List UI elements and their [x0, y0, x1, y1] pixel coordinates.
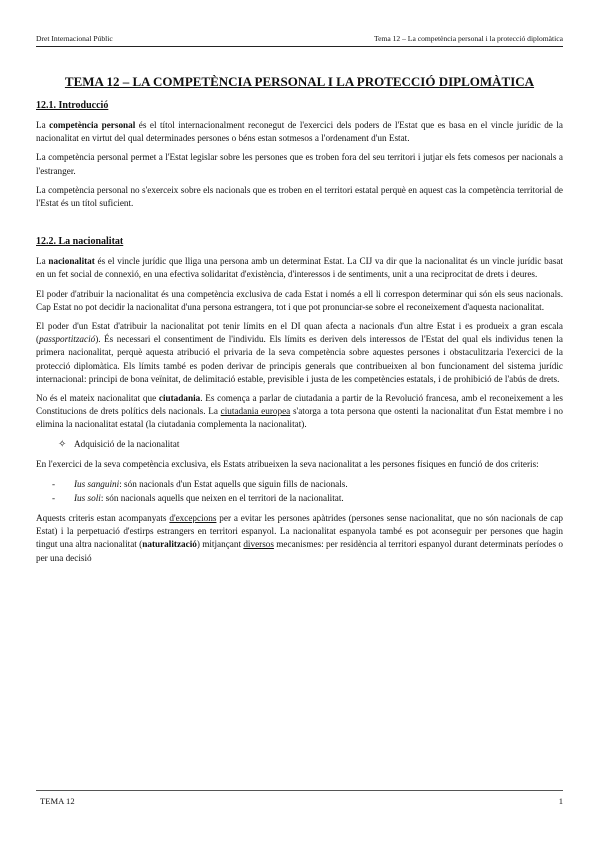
list-item: - Ius sanguini: són nacionals d'un Estat aquells que siguin fills de nacionals.: [52, 479, 348, 490]
footer-topic: TEMA 12: [40, 796, 75, 806]
paragraph: La nacionalitat és el vincle jurídic que lliga una persona amb un determinat Estat. La CIJ va dir que la nacionalitat és un vincle jurídic basat en un fet social de connexió, en una efectiva solidaritat d'existència, d'interessos i de sentiments, unit a una reciprocitat de drets i deures.: [36, 256, 563, 280]
page-footer: [36, 790, 563, 806]
header-course: Dret Internacional Públic: [36, 34, 113, 43]
paragraph: No és el mateix nacionalitat que ciutadania. Es comença a parlar de ciutadania a partir de la Revolució francesa, amb el reconeixement a les Constitucions de drets polítics dels nacionals. La ciutadania europea s'atorga a tota persona que ostenti la nacionalitat d'un Estat membre i no elimina la nacionalitat estatal (la ciutadania complementa la nacionalitat).: [36, 393, 564, 430]
bold-term: naturalització: [142, 539, 197, 550]
bold-term: nacionalitat: [48, 256, 95, 267]
dash-bullet: -: [52, 479, 56, 490]
bold-term: ciutadania: [158, 393, 201, 404]
subheading-label: Adquisició de la nacionalitat: [74, 438, 180, 449]
criteria-list: [36, 477, 563, 505]
paragraph: En l'exercici de la seva competència exclusiva, els Estats atribueixen la seva nacionalitat a les persones físiques en funció de dos criteris:: [36, 458, 539, 469]
italic-term: passportització: [39, 334, 96, 345]
paragraph: La competència personal permet a l'Estat legislar sobre les persones que es troben fora del seu territori i jutjar els fets comesos per nacionals a l'estranger.: [36, 152, 563, 176]
dash-bullet: -: [52, 493, 56, 504]
document-title: TEMA 12 – LA COMPETÈNCIA PERSONAL I LA PROTECCIÓ DIPLOMÀTICA: [64, 74, 535, 89]
page-header: [36, 34, 563, 47]
paragraph: El poder d'un Estat d'atribuir la nacionalitat pot tenir límits en el DI quan afecta a nacionals d'un altre Estat i es produeix a gran escala (passportització). És necessari el consentiment de l'individu. Els límits es deriven dels interessos de l'Estat del qual els individus tenen la primera nacionalitat, perquè aquesta atribució el privaria de la seva competència sobre aquestes persones i obstaculitzaria l'exercici de la protecció diplomàtica. Els límits també es poden derivar de principis generals que contribueixen al bon funcionament del sistema jurídic internacional: principi de bona veïnitat, de delimitació estable, previsible i justa de les competències estatals, i de prohibició de l'abús de drets.: [36, 321, 563, 384]
paragraph: Aquests criteris estan acompanyats d'excepcions per a evitar les persones apàtrides (persones sense nacionalitat, que no són nacionals de cap Estat) i la perpetuació d'estirps estrangers en territori espanyol. La nacionalitat espanyola també es pot aconseguir per persones que hagin tingut una altra nacionalitat (naturalització) mitjançant diversos mecanismes: per residència al territori espanyol durant determinats períodes o per una decisió: [36, 513, 563, 563]
list-item: - Ius soli: són nacionals aquells que neixen en el territori de la nacionalitat.: [52, 493, 344, 504]
paragraph: El poder d'atribuir la nacionalitat és una competència exclusiva de cada Estat i només a ell li correspon determinar qui són els seus nacionals. Cap Estat no pot decidir la nacionalitat d'una persona estrangera, tot i que pot pronunciar-se sobre el reconeixement d'aquesta nacionalitat.: [36, 288, 563, 312]
underlined-term: d'excepcions: [169, 513, 217, 524]
paragraph: La competència personal no s'exerceix sobre els nacionals que es troben en el territori estatal perquè en aquest cas la competència territorial de l'Estat és un títol suficient.: [36, 184, 563, 209]
diamond-bullet-icon: ✧: [58, 438, 67, 450]
page-content: [36, 56, 563, 571]
section-heading-introduccio: 12.1. Introducció: [36, 100, 109, 111]
page-number: 1: [558, 796, 563, 806]
underlined-term: diversos: [243, 539, 274, 550]
bold-term: competència personal: [49, 120, 136, 130]
subheading-adquisicio: [36, 438, 563, 451]
underlined-term: ciutadania europea: [220, 406, 291, 417]
header-chapter: Tema 12 – La competència personal i la protecció diplomàtica: [373, 34, 563, 43]
italic-term: Ius sanguini: [74, 479, 120, 490]
italic-term: Ius soli: [74, 493, 101, 504]
paragraph: La competència personal és el títol internacionalment reconegut de l'exercici dels poders de l'Estat que es basa en el vincle jurídic de la nacionalitat en virtut del qual determinades persones o béns estan sotmesos a l'ordenament d'un Estat.: [36, 120, 563, 144]
section-heading-nacionalitat: 12.2. La nacionalitat: [36, 236, 124, 248]
